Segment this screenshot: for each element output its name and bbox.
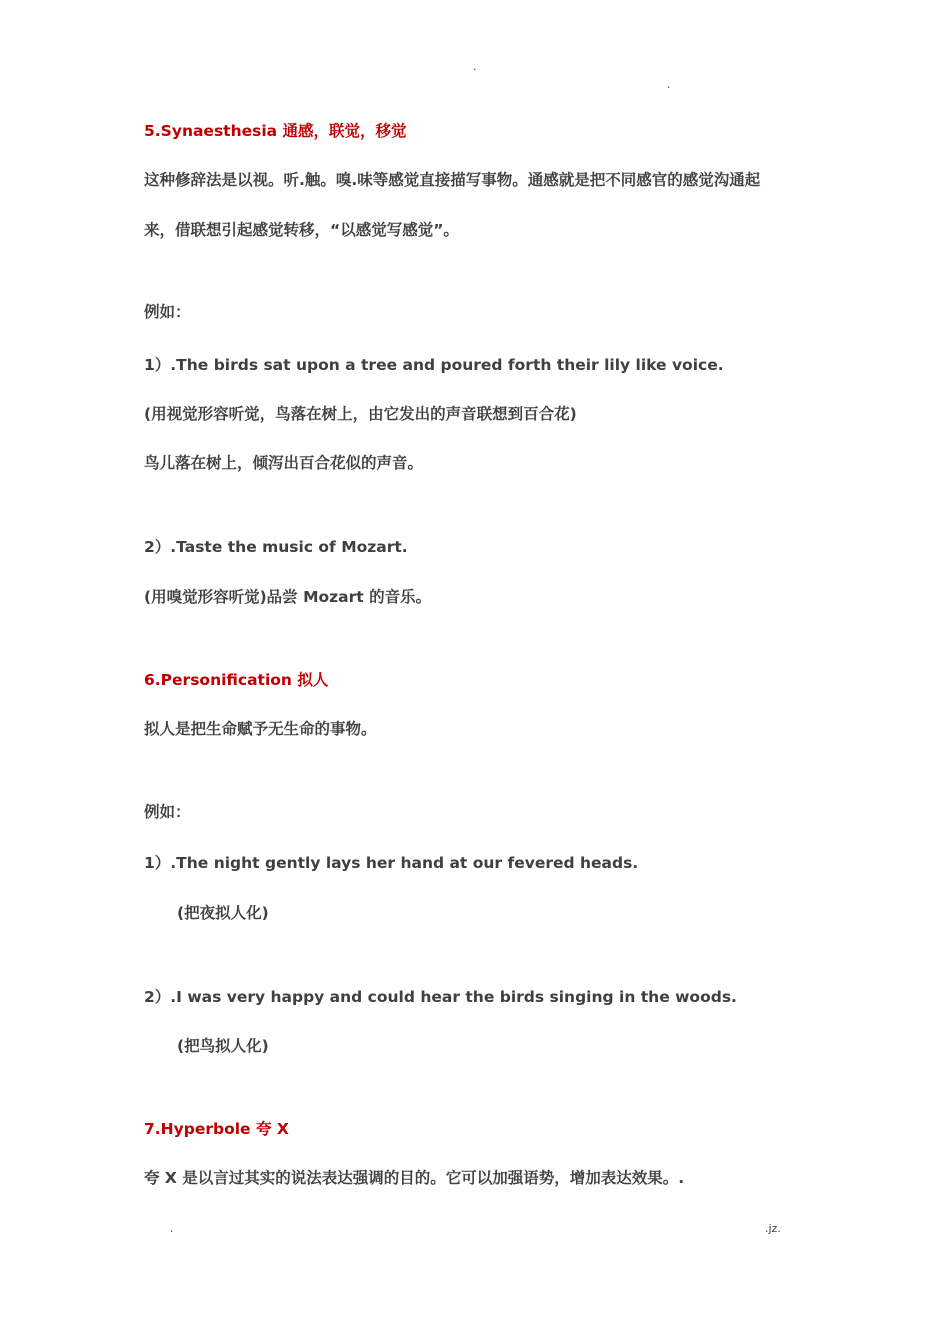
example-sentence: 2）.Taste the music of Mozart.: [144, 538, 408, 556]
example-note: (把鸟拟人化): [177, 1037, 269, 1055]
paragraph-line: 来，借联想引起感觉转移，“以感觉写感觉”。: [144, 221, 459, 239]
example-sentence: 1）.The birds sat upon a tree and poured forth their lily like voice.: [144, 356, 724, 374]
paragraph-line: 这种修辞法是以视。听.触。嗅.味等感觉直接描写事物。通感就是把不同感官的感觉沟通起: [144, 171, 761, 189]
example-note: (用视觉形容听觉，鸟落在树上，由它发出的声音联想到百合花): [144, 405, 577, 423]
example-label: 例如：: [144, 303, 191, 321]
section-heading-personification: 6.Personification 拟人: [144, 671, 329, 689]
example-note: (用嗅觉形容听觉)品尝 Mozart 的音乐。: [144, 588, 432, 606]
footer-left: .: [170, 1222, 174, 1235]
paragraph-line: 拟人是把生命赋予无生命的事物。: [144, 720, 377, 738]
paragraph-line: 夸 X 是以言过其实的说法表达强调的目的。它可以加强语势，增加表达效果。.: [144, 1169, 685, 1187]
section-heading-hyperbole: 7.Hyperbole 夸 X: [144, 1120, 289, 1138]
section-heading-synaesthesia: 5.Synaesthesia 通感，联觉，移觉: [144, 122, 407, 140]
example-label: 例如：: [144, 803, 191, 821]
footer-right: .jz.: [765, 1222, 781, 1235]
header-dot-right: .: [667, 78, 671, 91]
example-note: (把夜拟人化): [177, 904, 269, 922]
example-translation: 鸟儿落在树上，倾泻出百合花似的声音。: [144, 454, 424, 472]
header-dot-center: .: [473, 60, 477, 73]
example-sentence: 1）.The night gently lays her hand at our fevered heads.: [144, 854, 639, 872]
example-sentence: 2）.I was very happy and could hear the birds singing in the woods.: [144, 988, 737, 1006]
